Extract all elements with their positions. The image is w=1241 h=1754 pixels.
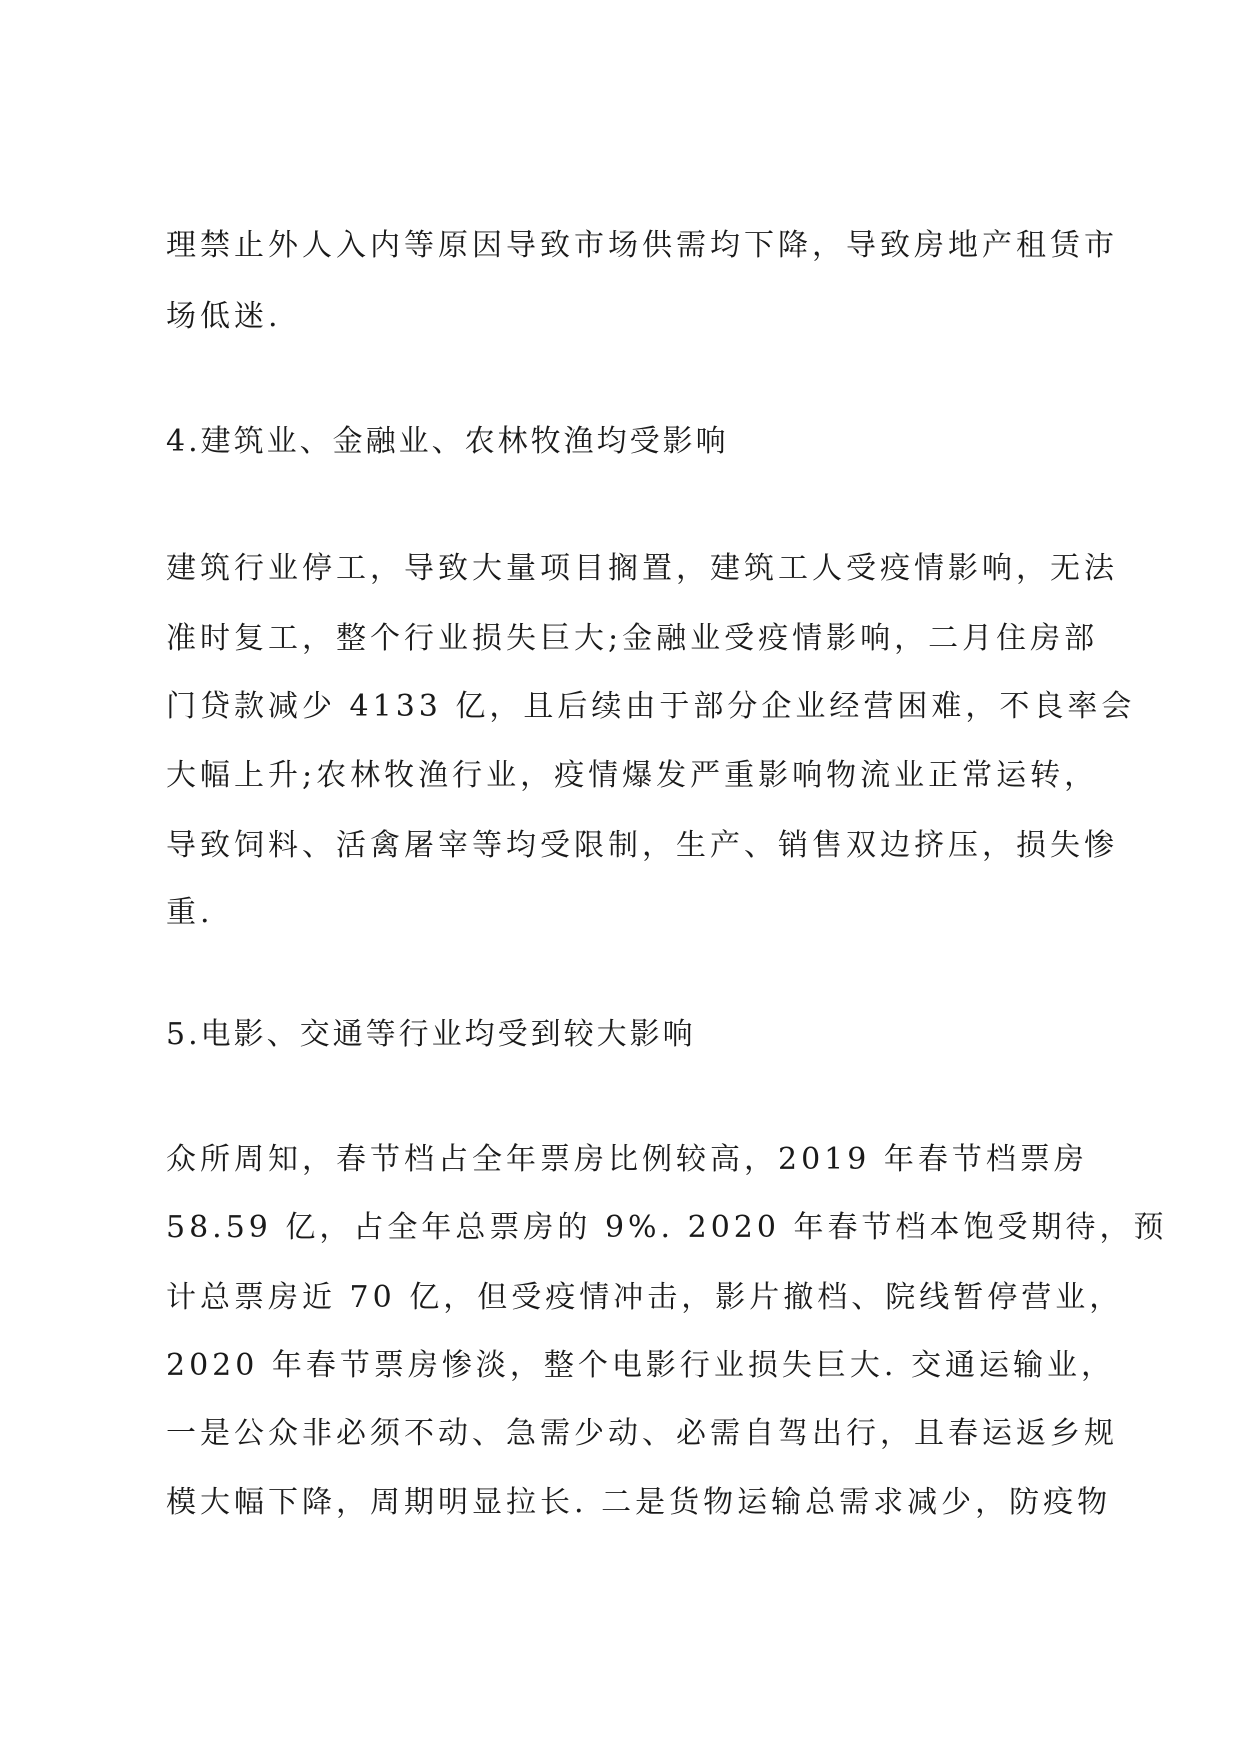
paragraph-line: 众所周知，春节档占全年票房比例较高，2019 年春节档票房: [166, 1142, 1088, 1177]
paragraph-line: 导致饲料、活禽屠宰等均受限制，生产、销售双边挤压，损失惨: [166, 828, 1118, 863]
paragraph-line: 门贷款减少 4133 亿，且后续由于部分企业经营困难，不良率会: [166, 689, 1136, 724]
paragraph-line: 大幅上升;农林牧渔行业，疫情爆发严重影响物流业正常运转，: [166, 758, 1099, 793]
paragraph-line: 建筑行业停工，导致大量项目搁置，建筑工人受疫情影响，无法: [166, 551, 1118, 586]
section-heading-5: 5.电影、交通等行业均受到较大影响: [166, 1017, 696, 1052]
paragraph-line: 模大幅下降，周期明显拉长. 二是货物运输总需求减少，防疫物: [166, 1485, 1112, 1520]
paragraph-line: 理禁止外人入内等原因导致市场供需均下降，导致房地产租赁市: [166, 228, 1118, 263]
paragraph-line: 场低迷.: [166, 299, 282, 334]
section-heading-4: 4.建筑业、金融业、农林牧渔均受影响: [166, 424, 729, 459]
paragraph-line: 重.: [166, 895, 214, 930]
paragraph-line: 准时复工，整个行业损失巨大;金融业受疫情影响，二月住房部: [166, 621, 1099, 656]
paragraph-line: 58.59 亿，占全年总票房的 9%. 2020 年春节档本饱受期待，预: [166, 1210, 1168, 1245]
paragraph-line: 一是公众非必须不动、急需少动、必需自驾出行，且春运返乡规: [166, 1416, 1118, 1451]
paragraph-line: 2020 年春节票房惨淡，整个电影行业损失巨大. 交通运输业，: [166, 1348, 1115, 1383]
paragraph-line: 计总票房近 70 亿，但受疫情冲击，影片撤档、院线暂停营业，: [166, 1280, 1124, 1315]
